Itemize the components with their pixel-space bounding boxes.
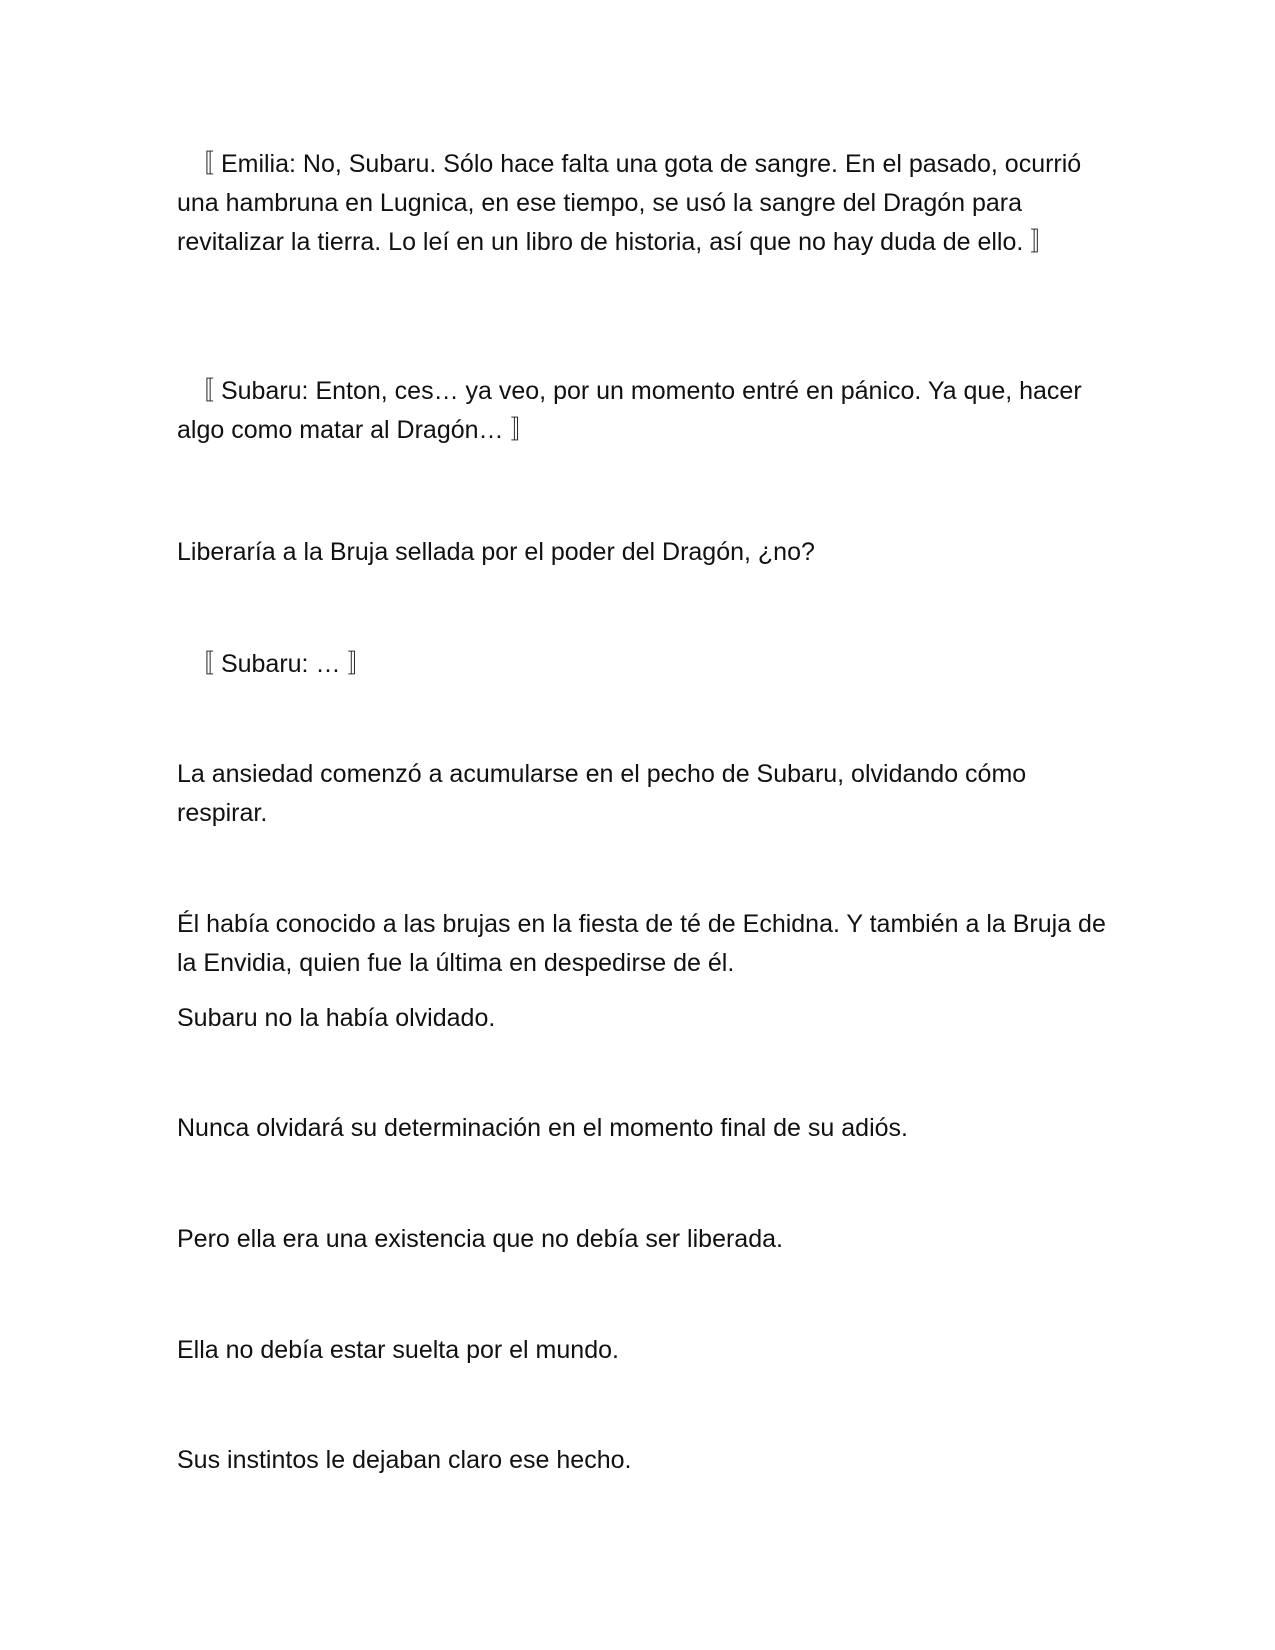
narration-paragraph: La ansiedad comenzó a acumularse en el pecho de Subaru, olvidando cómo respirar.: [177, 760, 1027, 827]
dialogue-subaru-1: 〚 Subaru: Enton, ces… ya veo, por un momento entré en pánico. Ya que, hacer algo como matar al Dragón… 〛: [177, 377, 1082, 444]
narration-paragraph: Él había conocido a las brujas en la fiesta de té de Echidna. Y también a la Bruja de la Envidia, quien fue la última en despedirse de él.: [177, 910, 1106, 977]
narration-paragraph: Liberaría a la Bruja sellada por el poder del Dragón, ¿no?: [177, 538, 815, 566]
dialogue-subaru-2: 〚 Subaru: … 〛: [189, 650, 373, 678]
narration-paragraph: Sus instintos le dejaban claro ese hecho.: [177, 1446, 632, 1474]
narration-paragraph: Subaru no la había olvidado.: [177, 1004, 496, 1032]
narration-paragraph: Ella no debía estar suelta por el mundo.: [177, 1336, 619, 1364]
narration-paragraph: Pero ella era una existencia que no debía ser liberada.: [177, 1225, 783, 1253]
dialogue-emilia: 〚 Emilia: No, Subaru. Sólo hace falta una gota de sangre. En el pasado, ocurrió una hambruna en Lugnica, en ese tiempo, se usó la sangre del Dragón para revitalizar la tierra. Lo leí en un libro de historia, así que no hay duda de ello. 〛: [177, 150, 1082, 256]
narration-paragraph: Nunca olvidará su determinación en el momento final de su adiós.: [177, 1114, 908, 1142]
